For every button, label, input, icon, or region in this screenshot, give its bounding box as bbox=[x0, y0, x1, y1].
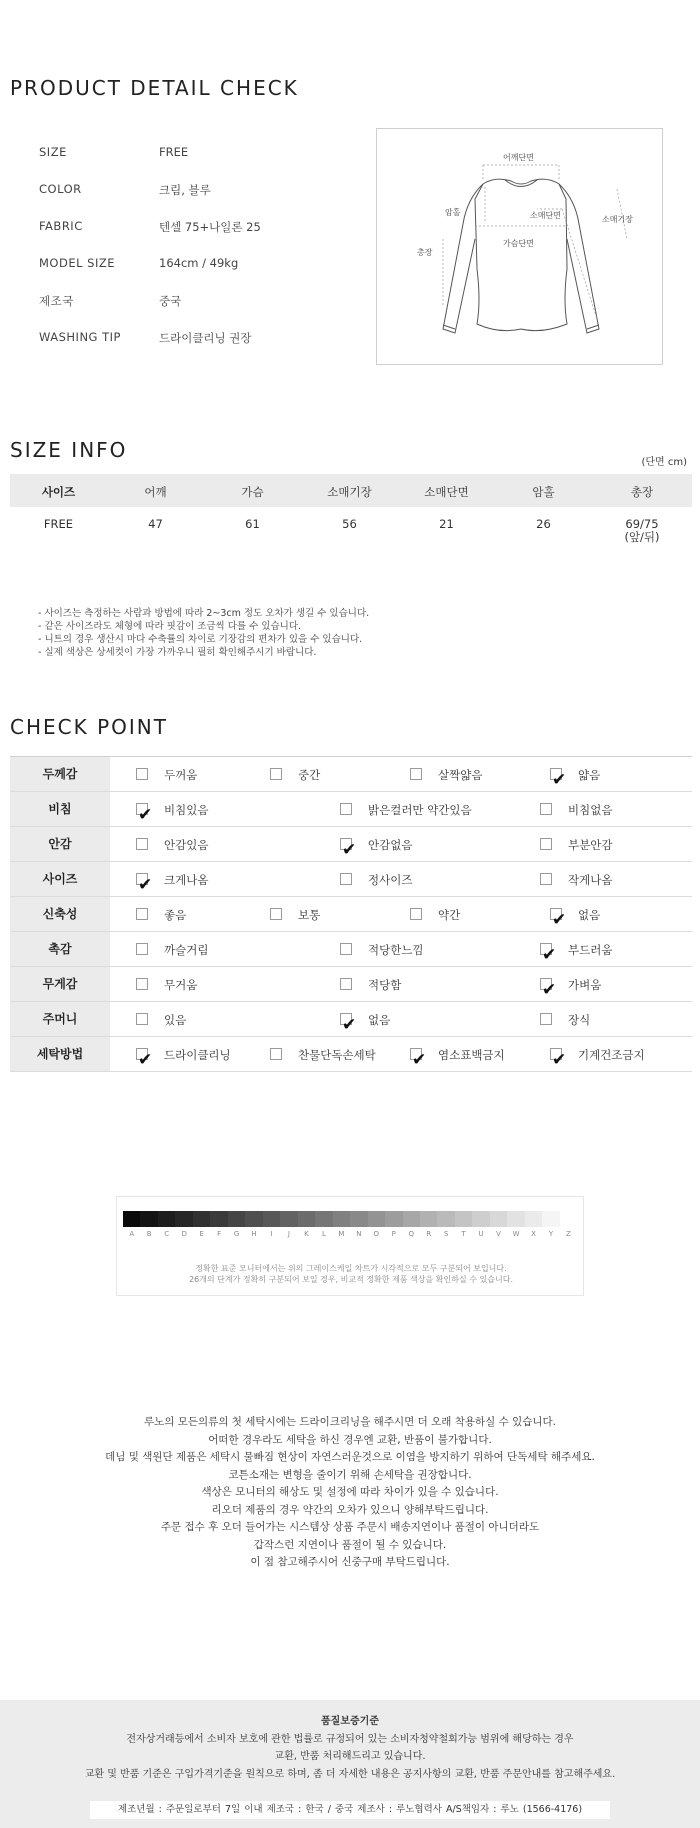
care-line: 데님 및 색원단 제품은 세탁시 물빠짐 현상이 자연스러운것으로 이염을 방지하기 위하여 단독세탁 해주세요. bbox=[105, 1451, 595, 1463]
grayscale-step bbox=[158, 1211, 175, 1227]
grayscale-letter: L bbox=[321, 1230, 326, 1238]
size-info-title: SIZE INFO bbox=[10, 438, 128, 462]
check-option-label: 비침없음 bbox=[568, 803, 613, 817]
label-sleeve-width: 소매단면 bbox=[530, 211, 561, 220]
grayscale-letter: E bbox=[199, 1230, 204, 1238]
detail-value: 드라이클리닝 권장 bbox=[159, 331, 252, 345]
checkbox-icon bbox=[270, 768, 282, 780]
check-row-label: 안감 bbox=[10, 827, 110, 861]
checkbox-icon bbox=[136, 978, 148, 990]
check-row-label: 비침 bbox=[10, 792, 110, 826]
size-note: - 같은 사이즈라도 체형에 따라 핏감이 조금씩 다를 수 있습니다. bbox=[38, 621, 302, 632]
grayscale-letter: M bbox=[338, 1230, 345, 1238]
grayscale-letter: R bbox=[426, 1230, 432, 1238]
checkbox-icon bbox=[540, 1013, 552, 1025]
check-option-label: 가벼움 bbox=[568, 978, 602, 992]
check-option-label: 보통 bbox=[298, 908, 321, 922]
check-option-label: 안감있음 bbox=[164, 838, 209, 852]
checkbox-icon bbox=[270, 908, 282, 920]
check-option-label: 찬물단독손세탁 bbox=[298, 1048, 376, 1062]
detail-key: FABRIC bbox=[39, 219, 83, 233]
label-armhole: 암홀 bbox=[445, 208, 461, 217]
checkmark-icon: ✔ bbox=[552, 1050, 567, 1070]
size-cell: 61 bbox=[245, 517, 260, 531]
checkmark-icon: ✔ bbox=[542, 945, 557, 965]
grayscale-letter: G bbox=[233, 1230, 240, 1238]
checkmark-icon: ✔ bbox=[542, 980, 557, 1000]
check-option-label: 부분안감 bbox=[568, 838, 613, 852]
size-cell: FREE bbox=[43, 517, 74, 531]
checkmark-icon: ✔ bbox=[138, 875, 153, 895]
checkbox-checked-icon bbox=[550, 768, 567, 790]
check-option-label: 살짝얇음 bbox=[438, 768, 483, 782]
grayscale-strip bbox=[123, 1211, 577, 1227]
detail-row-origin bbox=[39, 293, 339, 313]
grayscale-letter: U bbox=[478, 1230, 484, 1238]
grayscale-step bbox=[280, 1211, 297, 1227]
grayscale-step bbox=[350, 1211, 367, 1227]
checkbox-checked-icon bbox=[550, 1048, 567, 1070]
check-row bbox=[10, 897, 692, 932]
garment-sketch bbox=[376, 128, 663, 365]
grayscale-step bbox=[193, 1211, 210, 1227]
size-note: - 니트의 경우 생산시 마다 수축률의 차이로 기장감의 편차가 있을 수 있습니다. bbox=[38, 634, 363, 645]
check-row bbox=[10, 792, 692, 827]
detail-key: SIZE bbox=[39, 145, 67, 159]
checkbox-checked-icon bbox=[136, 803, 153, 825]
check-row bbox=[10, 862, 692, 897]
grayscale-letter: P bbox=[391, 1230, 396, 1238]
detail-key: MODEL SIZE bbox=[39, 256, 115, 270]
detail-key: 제조국 bbox=[39, 294, 74, 308]
check-row bbox=[10, 1037, 692, 1072]
detail-row-color bbox=[39, 182, 339, 202]
detail-row-model-size bbox=[39, 256, 339, 276]
grayscale-letters bbox=[123, 1230, 577, 1238]
checkmark-icon: ✔ bbox=[552, 770, 567, 790]
grayscale-step bbox=[437, 1211, 454, 1227]
grayscale-letter: D bbox=[181, 1230, 187, 1238]
detail-value: 텐셀 75+나일론 25 bbox=[159, 220, 261, 234]
check-option-label: 두꺼움 bbox=[164, 768, 198, 782]
size-cell: 26 bbox=[536, 517, 551, 531]
grayscale-letter: C bbox=[164, 1230, 170, 1238]
checkmark-icon: ✔ bbox=[138, 805, 153, 825]
care-line: 리오더 제품의 경우 약간의 오차가 있으니 양해부탁드립니다. bbox=[211, 1503, 489, 1516]
check-row-label: 촉감 bbox=[10, 932, 110, 966]
size-header-cell: 소매기장 bbox=[327, 485, 372, 499]
grayscale-step bbox=[175, 1211, 192, 1227]
grayscale-chart bbox=[116, 1196, 584, 1296]
check-option-label: 크게나옴 bbox=[164, 873, 209, 887]
grayscale-description bbox=[117, 1263, 585, 1285]
size-header-cell: 총장 bbox=[630, 485, 654, 499]
care-line: 주문 접수 후 오더 들어가는 시스템상 상품 주문시 배송지연이나 품절이 아니더라도 bbox=[160, 1521, 540, 1533]
check-option-label: 약간 bbox=[438, 908, 461, 922]
checkbox-icon bbox=[136, 1013, 148, 1025]
size-header-cell: 소매단면 bbox=[424, 485, 469, 499]
check-row bbox=[10, 967, 692, 1002]
grayscale-step bbox=[455, 1211, 472, 1227]
size-header-cell: 어깨 bbox=[144, 485, 167, 499]
checkbox-icon bbox=[540, 873, 552, 885]
grayscale-desc-line: 26개의 단계가 정확히 구분되어 보일 경우, 비교적 정확한 제품 색상을 확인하실 수 있습니다. bbox=[189, 1275, 513, 1284]
check-option-label: 안감없음 bbox=[368, 838, 413, 852]
detail-row-fabric bbox=[39, 219, 339, 239]
size-note: - 실제 색상은 상세컷이 가장 가까우니 필히 확인해주시기 바랍니다. bbox=[38, 647, 317, 658]
size-cell: 56 bbox=[342, 517, 357, 531]
check-option-label: 장식 bbox=[568, 1013, 591, 1027]
label-total-length: 총장 bbox=[417, 248, 433, 257]
care-line: 어떠한 경우라도 세탁을 하신 경우엔 교환, 반품이 불가합니다. bbox=[208, 1433, 492, 1446]
check-row-label: 두께감 bbox=[10, 757, 110, 791]
grayscale-letter: B bbox=[146, 1230, 152, 1238]
grayscale-step bbox=[490, 1211, 507, 1227]
grayscale-letter: Z bbox=[566, 1230, 571, 1238]
grayscale-letter: S bbox=[443, 1230, 449, 1238]
grayscale-letter: F bbox=[217, 1230, 222, 1238]
checkbox-icon bbox=[136, 838, 148, 850]
check-row-label: 신축성 bbox=[10, 897, 110, 931]
grayscale-step bbox=[560, 1211, 577, 1227]
check-option-label: 밝은컬러만 약간있음 bbox=[368, 803, 472, 817]
size-cell: 21 bbox=[439, 517, 454, 531]
checkbox-icon bbox=[410, 908, 422, 920]
detail-value: 중국 bbox=[159, 294, 182, 308]
size-header-cell: 사이즈 bbox=[41, 485, 76, 499]
check-row-label: 무게감 bbox=[10, 967, 110, 1001]
checkbox-checked-icon bbox=[136, 1048, 153, 1070]
check-option-label: 좋음 bbox=[164, 908, 187, 922]
checkbox-checked-icon bbox=[540, 943, 557, 965]
check-row bbox=[10, 932, 692, 967]
detail-row-washing-tip bbox=[39, 330, 339, 350]
grayscale-letter: T bbox=[461, 1230, 466, 1238]
checkmark-icon: ✔ bbox=[342, 1015, 357, 1035]
grayscale-step bbox=[368, 1211, 385, 1227]
checkbox-checked-icon bbox=[340, 838, 357, 860]
checkmark-icon: ✔ bbox=[342, 840, 357, 860]
check-option-label: 없음 bbox=[578, 908, 601, 922]
check-row bbox=[10, 827, 692, 862]
grayscale-letter: K bbox=[304, 1230, 309, 1238]
check-row bbox=[10, 757, 692, 792]
grayscale-step bbox=[385, 1211, 402, 1227]
unit-note: (단면 cm) bbox=[641, 457, 687, 468]
size-header-cell: 암홀 bbox=[532, 485, 555, 499]
detail-key: COLOR bbox=[39, 182, 82, 196]
grayscale-letter: A bbox=[129, 1230, 135, 1238]
size-header-cell: 가슴 bbox=[241, 485, 264, 499]
checkmark-icon: ✔ bbox=[412, 1050, 427, 1070]
checkmark-icon: ✔ bbox=[552, 910, 567, 930]
check-option-label: 없음 bbox=[368, 1013, 391, 1027]
checkbox-icon bbox=[340, 978, 352, 990]
checkbox-icon bbox=[340, 873, 352, 885]
checkbox-icon bbox=[410, 768, 422, 780]
grayscale-letter: H bbox=[251, 1230, 257, 1238]
label-chest: 가슴단면 bbox=[503, 239, 534, 248]
check-option-label: 기계건조금지 bbox=[578, 1048, 645, 1062]
detail-value: FREE bbox=[159, 145, 189, 159]
checkbox-icon bbox=[136, 908, 148, 920]
checkmark-icon: ✔ bbox=[138, 1050, 153, 1070]
grayscale-letter: I bbox=[270, 1230, 273, 1238]
detail-value: 크림, 블루 bbox=[159, 183, 211, 197]
check-option-label: 드라이클리닝 bbox=[164, 1048, 231, 1062]
grayscale-letter: X bbox=[531, 1230, 536, 1238]
checkbox-checked-icon bbox=[550, 908, 567, 930]
size-notes bbox=[38, 607, 369, 659]
checkbox-checked-icon bbox=[136, 873, 153, 895]
checkbox-icon bbox=[340, 943, 352, 955]
grayscale-letter: V bbox=[496, 1230, 501, 1238]
grayscale-letter: W bbox=[512, 1230, 520, 1238]
checkbox-icon bbox=[270, 1048, 282, 1060]
footer-line: 전자상거래등에서 소비자 보호에 관한 법률로 규정되어 있는 소비자청약철회가능 범위에 해당하는 경우 bbox=[126, 1733, 574, 1745]
grayscale-step bbox=[542, 1211, 559, 1227]
check-option-label: 비침있음 bbox=[164, 803, 209, 817]
grayscale-step bbox=[298, 1211, 315, 1227]
detail-row-size bbox=[39, 145, 339, 165]
checkbox-icon bbox=[540, 838, 552, 850]
size-cell: 47 bbox=[148, 517, 163, 531]
checkbox-icon bbox=[136, 943, 148, 955]
size-table-header bbox=[10, 474, 692, 507]
check-option-label: 정사이즈 bbox=[368, 873, 413, 887]
check-option-label: 얇음 bbox=[578, 768, 601, 782]
grayscale-step bbox=[472, 1211, 489, 1227]
care-line: 이 점 참고해주시어 신중구매 부탁드립니다. bbox=[250, 1556, 450, 1568]
care-line: 루노의 모든의류의 첫 세탁시에는 드라이크리닝을 해주시면 더 오래 착용하실 수 있습니다. bbox=[143, 1416, 556, 1428]
grayscale-letter: J bbox=[287, 1230, 290, 1238]
checkbox-checked-icon bbox=[410, 1048, 427, 1070]
grayscale-step bbox=[525, 1211, 542, 1227]
checkbox-icon bbox=[540, 803, 552, 815]
size-cell-line: 69/75 bbox=[625, 517, 659, 531]
check-point-title: CHECK POINT bbox=[10, 715, 168, 739]
grayscale-step bbox=[123, 1211, 140, 1227]
label-shoulder: 어깨단면 bbox=[503, 153, 534, 162]
check-option-label: 적당한느낌 bbox=[368, 943, 424, 957]
check-option-label: 작게나옴 bbox=[568, 873, 613, 887]
product-detail-title: PRODUCT DETAIL CHECK bbox=[10, 76, 299, 100]
grayscale-step bbox=[228, 1211, 245, 1227]
grayscale-desc-line: 정확한 표준 모니터에서는 위의 그레이스케일 차트가 시각적으로 모두 구분되어 보입니다. bbox=[195, 1264, 507, 1273]
grayscale-step bbox=[263, 1211, 280, 1227]
footer-info-bar: 제조년월 : 주문일로부터 7일 이내 제조국 : 한국 / 중국 제조사 : 루노협력사 A/S책임자 : 루노 (1566-4176) bbox=[90, 1801, 610, 1819]
sweater-outline-icon bbox=[377, 129, 664, 366]
care-notes bbox=[0, 1414, 700, 1572]
grayscale-step bbox=[333, 1211, 350, 1227]
size-cell-line: (앞/뒤) bbox=[624, 530, 660, 544]
check-row bbox=[10, 1002, 692, 1037]
grayscale-step bbox=[245, 1211, 262, 1227]
label-sleeve-length: 소매기장 bbox=[602, 215, 633, 224]
footer-line: 교환, 반품 처리해드리고 있습니다. bbox=[274, 1751, 426, 1762]
checkbox-checked-icon bbox=[340, 1013, 357, 1035]
check-option-label: 적당함 bbox=[368, 978, 402, 992]
check-option-label: 중간 bbox=[298, 768, 321, 782]
size-cell-total-length bbox=[592, 518, 692, 544]
care-line: 코튼소재는 변형을 줄이기 위해 손세탁을 권장합니다. bbox=[228, 1468, 472, 1481]
detail-key: WASHING TIP bbox=[39, 330, 121, 344]
check-option-label: 무거움 bbox=[164, 978, 198, 992]
grayscale-letter: Q bbox=[408, 1230, 414, 1238]
checkbox-checked-icon bbox=[540, 978, 557, 1000]
grayscale-letter: O bbox=[373, 1230, 380, 1238]
quality-guarantee-footer bbox=[0, 1700, 700, 1828]
check-row-label: 사이즈 bbox=[10, 862, 110, 896]
grayscale-step bbox=[420, 1211, 437, 1227]
detail-value: 164cm / 49kg bbox=[159, 256, 239, 270]
check-option-label: 염소표백금지 bbox=[438, 1048, 505, 1062]
grayscale-letter: N bbox=[356, 1230, 362, 1238]
grayscale-step bbox=[507, 1211, 524, 1227]
checkbox-icon bbox=[136, 768, 148, 780]
check-option-label: 있음 bbox=[164, 1013, 187, 1027]
footer-title: 품질보증기준 bbox=[321, 1716, 379, 1727]
care-line: 갑작스런 지연이나 품절이 될 수 있습니다. bbox=[253, 1538, 447, 1551]
check-option-label: 까슬거림 bbox=[164, 943, 209, 957]
checkbox-icon bbox=[340, 803, 352, 815]
footer-text bbox=[0, 1713, 700, 1783]
grayscale-step bbox=[210, 1211, 227, 1227]
check-option-label: 부드러움 bbox=[568, 943, 613, 957]
size-note: - 사이즈는 측정하는 사람과 방법에 따라 2~3cm 정도 오차가 생길 수 있습니다. bbox=[38, 608, 370, 619]
grayscale-step bbox=[140, 1211, 157, 1227]
grayscale-letter: Y bbox=[548, 1230, 554, 1238]
grayscale-step bbox=[403, 1211, 420, 1227]
check-row-label: 주머니 bbox=[10, 1002, 110, 1036]
care-line: 색상은 모니터의 해상도 및 설정에 따라 차이가 있을 수 있습니다. bbox=[201, 1486, 499, 1498]
check-row-label: 세탁방법 bbox=[10, 1037, 110, 1071]
grayscale-step bbox=[315, 1211, 332, 1227]
footer-line: 교환 및 반품 기준은 구입가격기준을 원칙으로 하며, 좀 더 자세한 내용은 공지사항의 교환, 반품 주문안내를 참고해주세요. bbox=[84, 1768, 616, 1780]
